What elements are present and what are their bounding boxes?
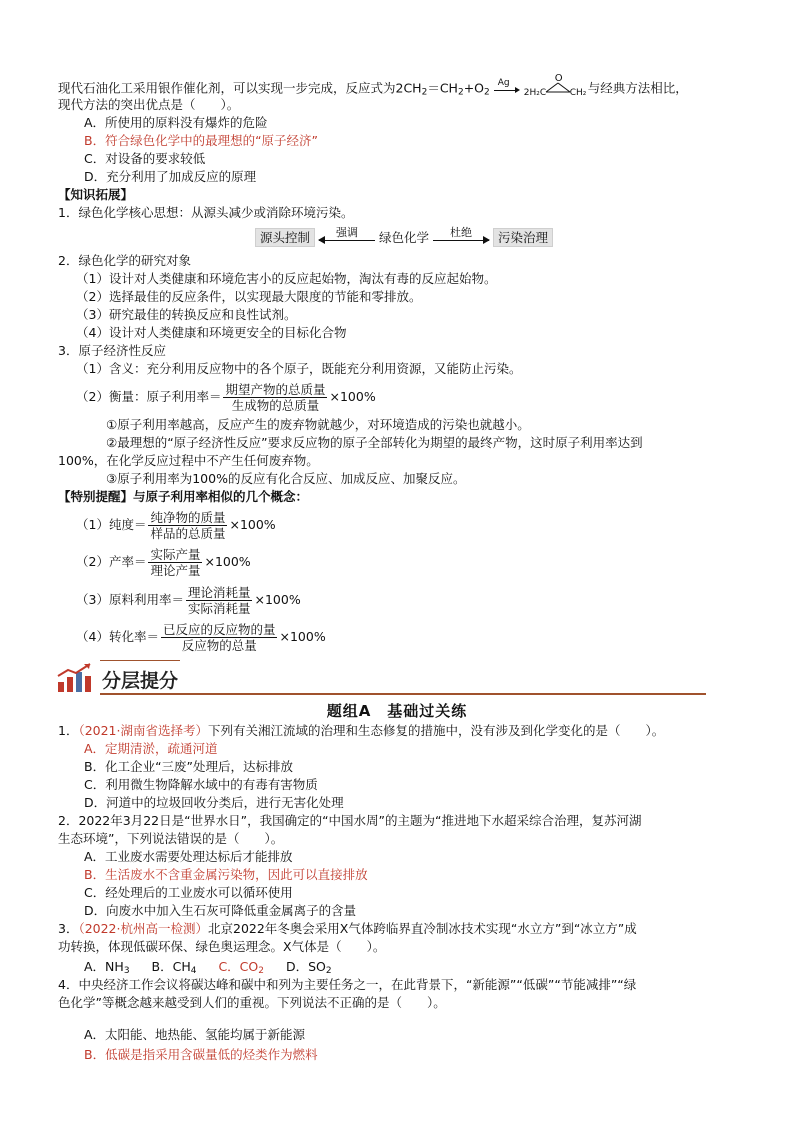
bar-chart-growth-icon bbox=[56, 662, 94, 694]
formula-yield: （2）产率＝ $\frac{\text{实际产量}}{\text{理论产量}}$ ×100% bbox=[76, 547, 251, 578]
knowledge-note-2-cont: 100%，在化学反应过程中不产生任何废弃物。 bbox=[58, 453, 319, 468]
intro-option-c: C．对设备的要求较低 bbox=[84, 151, 206, 166]
intro-option-d: D．充分利用了加成反应的原理 bbox=[84, 169, 257, 184]
formula-purity: （1）纯度＝ $\frac{\text{纯净物的质量}}{\text{样品的总质量}}$ ×100% bbox=[76, 510, 276, 541]
question-3-option-a: A．$NH_3$ bbox=[84, 959, 130, 976]
group-title: 题组A 基础过关练 bbox=[326, 702, 468, 720]
knowledge-p2-item-3: （3）研究最佳的转换反应和良性试剂。 bbox=[76, 307, 297, 322]
source-control-box: 源头控制 bbox=[255, 228, 315, 247]
knowledge-p1: 1．绿色化学核心思想：从源头减少或消除环境污染。 bbox=[58, 205, 354, 220]
right-arrow-icon: 杜绝 bbox=[433, 230, 489, 248]
intro-line-1: 现代石油化工采用银作催化剂，可以实现一步完成，反应式为$2CH_2=CH_2+O_2$ Ag 2H₂C O CH₂ 与经典方法相比， bbox=[58, 73, 688, 98]
knowledge-note-2: ②最理想的“原子经济性反应”要求反应物的原子全部转化为期望的最终产物，这时原子利用率达到 bbox=[106, 435, 643, 450]
intro-option-b: B．符合绿色化学中的最理想的“原子经济” bbox=[84, 133, 319, 148]
formula-material-utilization: （3）原料利用率＝ $\frac{\text{理论消耗量}}{\text{实际消耗量}}$ ×100% bbox=[76, 585, 301, 616]
intro-option-a: A．所使用的原料没有爆炸的危险 bbox=[84, 115, 268, 130]
knowledge-heading: 【知识拓展】 bbox=[58, 187, 134, 202]
knowledge-p2-item-2: （2）选择最佳的反应条件，以实现最大限度的节能和零排放。 bbox=[76, 289, 422, 304]
question-4-option-a: A．太阳能、地热能、氢能均属于新能源 bbox=[84, 1027, 306, 1042]
question-3-stem-1: 3．（2022·杭州高一检测）北京2022年冬奥会采用X气体跨临界直冷制冰技术实现“水立方”到“冰立方”成 bbox=[58, 921, 637, 936]
question-2-option-c: C．经处理后的工业废水可以循环使用 bbox=[84, 885, 293, 900]
green-chemistry-diagram bbox=[255, 225, 754, 248]
question-4-option-b: B．低碳是指采用含碳量低的烃类作为燃料 bbox=[84, 1047, 318, 1062]
special-heading: 【特别提醒】与原子利用率相似的几个概念： bbox=[58, 489, 309, 504]
question-3-stem-2: 功转换，体现低碳环保、绿色奥运理念。X气体是（ ）。 bbox=[58, 939, 386, 954]
section-header bbox=[56, 660, 706, 694]
knowledge-note-1: ①原子利用率越高，反应产生的废弃物就越少，对环境造成的污染也就越小。 bbox=[106, 417, 530, 432]
intro-line-2: 现代方法的突出优点是（ ）。 bbox=[58, 97, 240, 112]
question-4-stem-2: 色化学”等概念越来越受到人们的重视。下列说法不正确的是（ ）。 bbox=[58, 995, 446, 1010]
question-1-option-b: B．化工企业“三废”处理后，达标排放 bbox=[84, 759, 294, 774]
formula-conversion: （4）转化率＝ $\frac{\text{已反应的反应物的量}}{\text{反应物的总量}}$ ×100% bbox=[76, 622, 326, 653]
question-3-option-c: C．$CO_2$ bbox=[218, 959, 264, 976]
green-chemistry-label: 绿色化学 bbox=[378, 230, 429, 245]
epoxide-structure-icon: 2H₂C O CH₂ bbox=[523, 73, 587, 98]
question-3-option-d: D．$SO_2$ bbox=[285, 959, 332, 976]
section-title: 分层提分 bbox=[102, 670, 179, 692]
atom-utilization-formula: （2）衡量：原子利用率＝ $\frac{\text{期望产物的总质量}}{\text{生成物的总质量}}$ ×100% bbox=[76, 382, 376, 413]
knowledge-p3: 3．原子经济性反应 bbox=[58, 343, 166, 358]
left-arrow-icon: 强调 bbox=[319, 230, 375, 248]
question-2-option-d: D．向废水中加入生石灰可降低重金属离子的含量 bbox=[84, 903, 357, 918]
question-2-stem-2: 生态环境”，下列说法错误的是（ ）。 bbox=[58, 831, 284, 846]
question-2-stem-1: 2．2022年3月22日是“世界水日”，我国确定的“中国水周”的主题为“推进地下水超采综合治理，复苏河湖 bbox=[58, 813, 642, 828]
question-3-option-b: B．$CH_4$ bbox=[151, 959, 197, 976]
question-2-option-b: B．生活废水不含重金属污染物，因此可以直接排放 bbox=[84, 867, 368, 882]
knowledge-note-3: ③原子利用率为100%的反应有化合反应、加成反应、加聚反应。 bbox=[106, 471, 466, 486]
knowledge-p2-item-1: （1）设计对人类健康和环境危害小的反应起始物，淘汰有毒的反应起始物。 bbox=[76, 271, 497, 286]
knowledge-p3-1: （1）含义：充分利用反应物中的各个原子，既能充分利用资源，又能防止污染。 bbox=[76, 361, 522, 376]
question-1-option-d: D．河道中的垃圾回收分类后，进行无害化处理 bbox=[84, 795, 344, 810]
knowledge-p2: 2．绿色化学的研究对象 bbox=[58, 253, 191, 268]
knowledge-p2-item-4: （4）设计对人类健康和环境更安全的目标化合物 bbox=[76, 325, 347, 340]
question-1-option-a: A．定期清淤，疏通河道 bbox=[84, 741, 218, 756]
question-1-stem: 1．（2021·湖南省选择考）下列有关湘江流域的治理和生态修复的措施中，没有涉及到化学变化的是（ ）。 bbox=[58, 723, 665, 738]
pollution-treatment-box: 污染治理 bbox=[493, 228, 553, 247]
question-1-option-c: C．利用微生物降解水域中的有毒有害物质 bbox=[84, 777, 318, 792]
reaction-arrow-icon: Ag bbox=[494, 82, 520, 96]
question-2-option-a: A．工业废水需要处理达标后才能排放 bbox=[84, 849, 293, 864]
question-4-stem-1: 4．中央经济工作会议将碳达峰和碳中和列为主要任务之一，在此背景下，“新能源”“低碳”“节能减排”“绿 bbox=[58, 977, 637, 992]
